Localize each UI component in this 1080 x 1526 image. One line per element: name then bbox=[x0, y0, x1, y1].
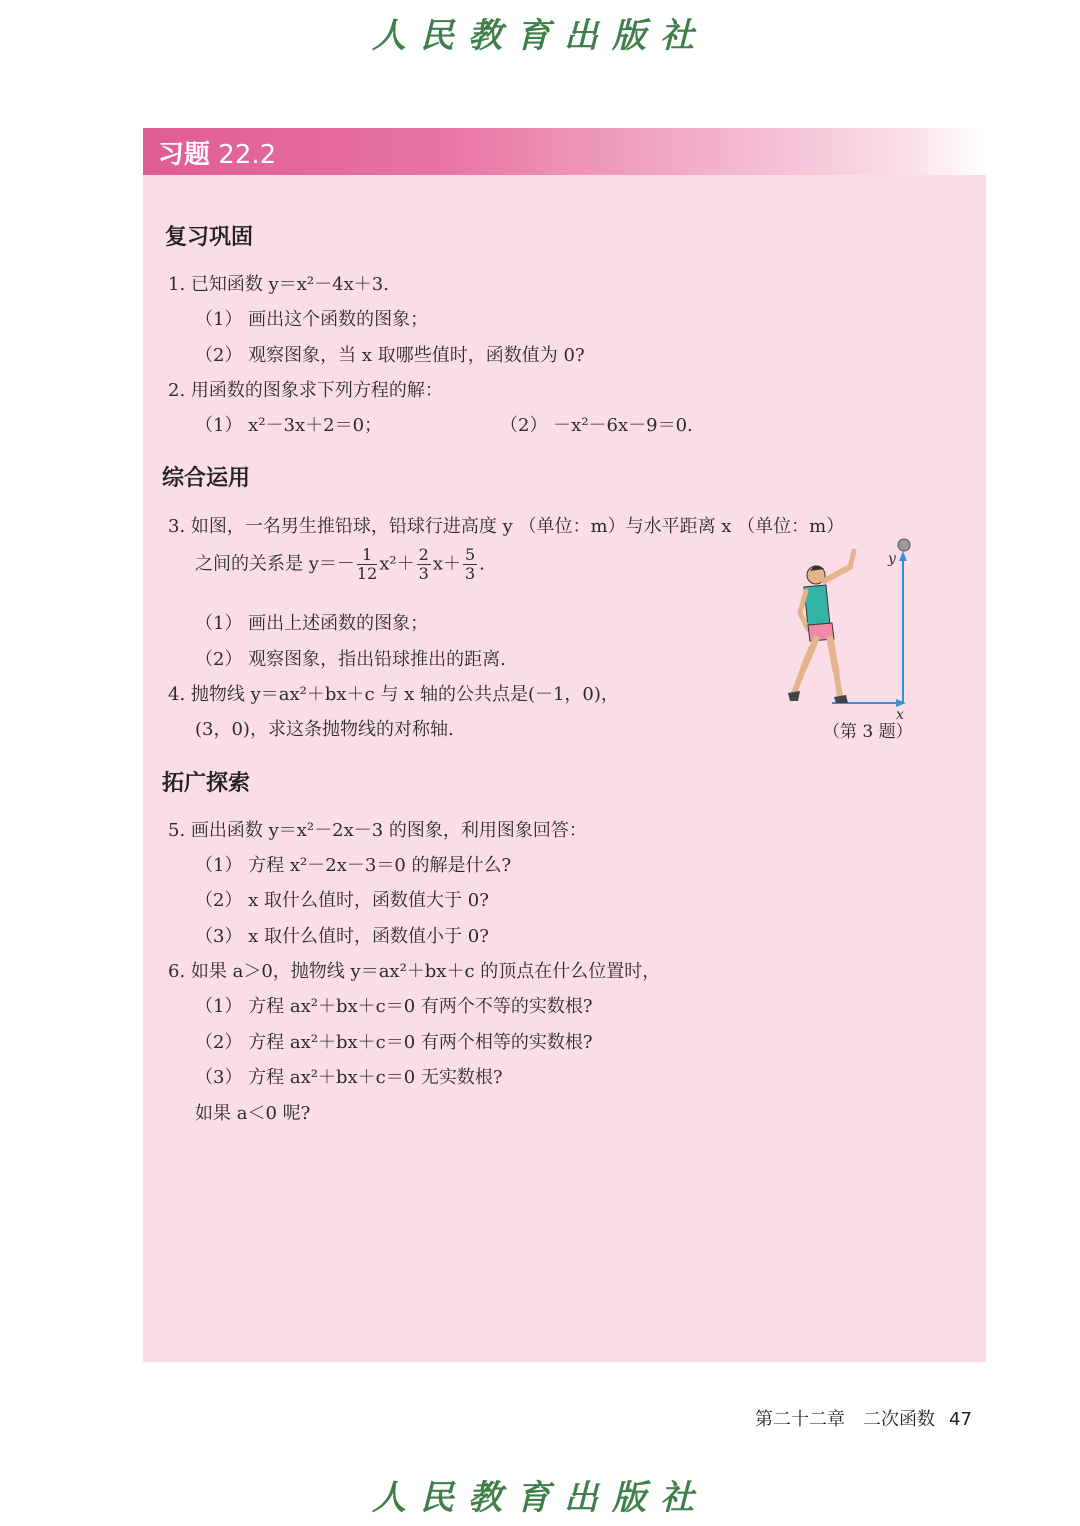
problem-6-end: 如果 a＜0 呢? bbox=[195, 1103, 311, 1124]
exercise-title bbox=[158, 134, 276, 171]
page-number: 47 bbox=[949, 1409, 972, 1430]
exercise-title-number: 22.2 bbox=[218, 140, 277, 170]
axis-y-label: y bbox=[888, 551, 896, 567]
section-extension: 拓广探索 bbox=[162, 771, 251, 796]
exercise-title-label: 习题 bbox=[158, 140, 211, 170]
figure-caption: （第 3 题） bbox=[823, 722, 913, 742]
problem-1: 1. 已知函数 y＝x²－4x＋3. bbox=[168, 274, 389, 295]
problem-1-part-2: （2） 观察图象，当 x 取哪些值时，函数值为 0? bbox=[195, 345, 585, 366]
fraction-1-12: $\frac{1}{12}$ bbox=[356, 545, 378, 583]
problem-2: 2. 用函数的图象求下列方程的解： bbox=[168, 380, 443, 401]
problem-6: 6. 如果 a＞0，抛物线 y＝ax²＋bx＋c 的顶点在什么位置时， bbox=[168, 961, 661, 982]
problem-6-part-2: （2） 方程 ax²＋bx＋c＝0 有两个相等的实数根? bbox=[195, 1032, 593, 1053]
publisher-logo-bottom: 人民教育出版社 bbox=[372, 1478, 708, 1518]
page-footer bbox=[755, 1405, 972, 1431]
formula-mid-1: x²＋ bbox=[379, 553, 415, 575]
problem-3-part-1: （1） 画出上述函数的图象； bbox=[195, 613, 429, 634]
problem-3: 3. 如图，一名男生推铅球，铅球行进高度 y （单位：m）与水平距离 x （单位：m） bbox=[168, 516, 845, 537]
fraction-2-3: $\frac{2}{3}$ bbox=[418, 545, 429, 583]
problem-2-part-1: （1） x²－3x＋2＝0； bbox=[195, 415, 383, 436]
publisher-logo-top: 人民教育出版社 bbox=[372, 16, 708, 56]
problem-4: 4. 抛物线 y＝ax²＋bx＋c 与 x 轴的公共点是(－1，0)， bbox=[168, 684, 619, 705]
problem-5-part-3: （3） x 取什么值时，函数值小于 0? bbox=[195, 926, 489, 947]
section-review: 复习巩固 bbox=[165, 225, 254, 250]
formula-prefix: 之间的关系是 y＝－ bbox=[195, 553, 355, 575]
shot-put-figure bbox=[780, 535, 950, 735]
y-axis-arrow bbox=[899, 551, 907, 561]
problem-3-formula bbox=[195, 546, 485, 583]
axis-x-label: x bbox=[896, 707, 904, 723]
problem-5: 5. 画出函数 y＝x²－2x－3 的图象，利用图象回答： bbox=[168, 820, 587, 841]
problem-2-part-2: （2） －x²－6x－9＝0. bbox=[500, 415, 693, 436]
fraction-5-3: $\frac{5}{3}$ bbox=[464, 545, 476, 583]
problem-5-part-1: （1） 方程 x²－2x－3＝0 的解是什么? bbox=[195, 855, 512, 876]
x-axis-arrow bbox=[896, 699, 906, 707]
formula-end: . bbox=[479, 553, 485, 575]
formula-mid-2: x＋ bbox=[432, 553, 461, 575]
problem-5-part-2: （2） x 取什么值时，函数值大于 0? bbox=[195, 890, 489, 911]
shot-ball bbox=[898, 539, 910, 551]
problem-1-part-1: （1） 画出这个函数的图象； bbox=[195, 309, 429, 330]
problem-6-part-3: （3） 方程 ax²＋bx＋c＝0 无实数根? bbox=[195, 1067, 503, 1088]
problem-4-cont: (3，0)，求这条抛物线的对称轴. bbox=[195, 719, 454, 740]
problem-6-part-1: （1） 方程 ax²＋bx＋c＝0 有两个不等的实数根? bbox=[195, 996, 593, 1017]
section-application: 综合运用 bbox=[162, 466, 251, 491]
chapter-title: 第二十二章 二次函数 bbox=[755, 1409, 935, 1430]
problem-3-part-2: （2） 观察图象，指出铅球推出的距离. bbox=[195, 649, 506, 670]
